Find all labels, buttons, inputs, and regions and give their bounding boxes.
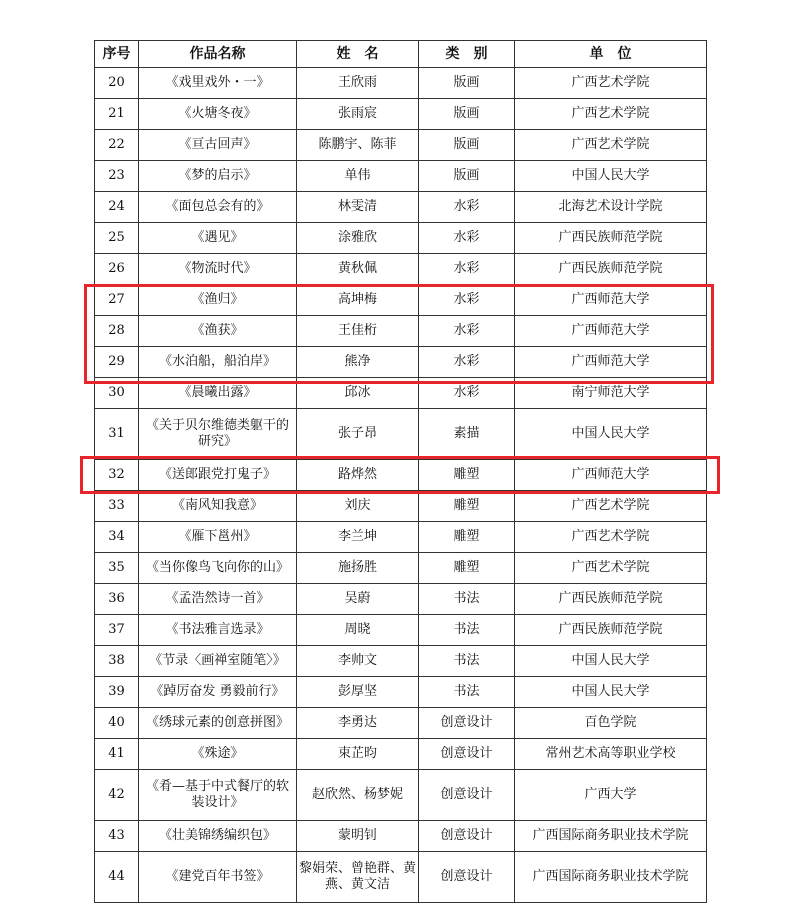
col-header-no: 序号	[95, 41, 139, 68]
cell-name: 张雨宸	[297, 99, 419, 130]
cell-title: 《面包总会有的》	[139, 192, 297, 223]
cell-category: 书法	[419, 677, 515, 708]
cell-category: 水彩	[419, 254, 515, 285]
cell-name: 彭厚坚	[297, 677, 419, 708]
cell-category: 创意设计	[419, 821, 515, 852]
cell-unit: 广西艺术学院	[515, 68, 707, 99]
cell-name: 李帅文	[297, 646, 419, 677]
cell-category: 水彩	[419, 192, 515, 223]
cell-title: 《殊途》	[139, 739, 297, 770]
table-row	[95, 852, 707, 903]
cell-no: 22	[95, 130, 139, 161]
cell-title: 《书法雅言选录》	[139, 615, 297, 646]
cell-title: 《渔归》	[139, 285, 297, 316]
table-row	[95, 770, 707, 821]
cell-name: 单伟	[297, 161, 419, 192]
col-header-unit: 单 位	[515, 41, 707, 68]
cell-title: 《渔获》	[139, 316, 297, 347]
cell-unit: 广西师范大学	[515, 316, 707, 347]
cell-category: 版画	[419, 99, 515, 130]
cell-title: 《梦的启示》	[139, 161, 297, 192]
cell-unit: 广西艺术学院	[515, 130, 707, 161]
cell-unit: 广西师范大学	[515, 347, 707, 378]
table-row	[95, 739, 707, 770]
cell-unit: 广西民族师范学院	[515, 584, 707, 615]
table-row	[95, 378, 707, 409]
cell-title: 《戏里戏外・一》	[139, 68, 297, 99]
cell-unit: 百色学院	[515, 708, 707, 739]
cell-name: 林雯清	[297, 192, 419, 223]
cell-no: 24	[95, 192, 139, 223]
cell-title: 《火塘冬夜》	[139, 99, 297, 130]
cell-category: 水彩	[419, 223, 515, 254]
cell-name: 王佳桁	[297, 316, 419, 347]
cell-category: 水彩	[419, 347, 515, 378]
table-row	[95, 316, 707, 347]
cell-unit: 广西艺术学院	[515, 522, 707, 553]
cell-category: 雕塑	[419, 553, 515, 584]
col-header-title: 作品名称	[139, 41, 297, 68]
cell-unit: 广西艺术学院	[515, 553, 707, 584]
cell-name: 黄秋佩	[297, 254, 419, 285]
cell-name: 刘庆	[297, 491, 419, 522]
cell-name: 蒙明钊	[297, 821, 419, 852]
col-header-category: 类 别	[419, 41, 515, 68]
cell-name: 李勇达	[297, 708, 419, 739]
table-header-row	[95, 41, 707, 68]
table-row	[95, 460, 707, 491]
cell-unit: 广西民族师范学院	[515, 615, 707, 646]
cell-name: 李兰坤	[297, 522, 419, 553]
table-row	[95, 192, 707, 223]
cell-name: 周晓	[297, 615, 419, 646]
cell-name: 王欣雨	[297, 68, 419, 99]
cell-no: 33	[95, 491, 139, 522]
cell-no: 21	[95, 99, 139, 130]
table-row	[95, 99, 707, 130]
cell-category: 水彩	[419, 285, 515, 316]
cell-category: 雕塑	[419, 522, 515, 553]
cell-no: 41	[95, 739, 139, 770]
cell-title: 《孟浩然诗一首》	[139, 584, 297, 615]
table-row	[95, 708, 707, 739]
cell-category: 创意设计	[419, 739, 515, 770]
table-row	[95, 615, 707, 646]
cell-title: 《肴—基于中式餐厅的软装设计》	[139, 770, 297, 821]
cell-title: 《送郎跟党打鬼子》	[139, 460, 297, 491]
cell-no: 44	[95, 852, 139, 903]
cell-no: 30	[95, 378, 139, 409]
cell-name: 邱冰	[297, 378, 419, 409]
cell-unit: 中国人民大学	[515, 409, 707, 460]
cell-name: 陈鹏宇、陈菲	[297, 130, 419, 161]
cell-unit: 广西师范大学	[515, 285, 707, 316]
cell-category: 版画	[419, 68, 515, 99]
cell-unit: 南宁师范大学	[515, 378, 707, 409]
cell-category: 素描	[419, 409, 515, 460]
cell-unit: 广西国际商务职业技术学院	[515, 821, 707, 852]
cell-category: 版画	[419, 130, 515, 161]
cell-no: 27	[95, 285, 139, 316]
cell-name: 熊净	[297, 347, 419, 378]
cell-unit: 广西大学	[515, 770, 707, 821]
cell-no: 29	[95, 347, 139, 378]
table-row	[95, 68, 707, 99]
cell-title: 《雁下邕州》	[139, 522, 297, 553]
awards-table	[94, 40, 707, 903]
cell-no: 20	[95, 68, 139, 99]
cell-no: 39	[95, 677, 139, 708]
cell-title: 《踔厉奋发 勇毅前行》	[139, 677, 297, 708]
cell-name: 路烨然	[297, 460, 419, 491]
table-row	[95, 821, 707, 852]
cell-name: 吴蔚	[297, 584, 419, 615]
cell-title: 《物流时代》	[139, 254, 297, 285]
cell-category: 雕塑	[419, 460, 515, 491]
cell-title: 《水泊船，船泊岸》	[139, 347, 297, 378]
cell-name: 高坤梅	[297, 285, 419, 316]
cell-unit: 北海艺术设计学院	[515, 192, 707, 223]
cell-name: 张子昂	[297, 409, 419, 460]
cell-unit: 广西国际商务职业技术学院	[515, 852, 707, 903]
table-row	[95, 285, 707, 316]
cell-title: 《关于贝尔维德类躯干的研究》	[139, 409, 297, 460]
cell-no: 34	[95, 522, 139, 553]
table-row	[95, 677, 707, 708]
table-row	[95, 223, 707, 254]
table-row	[95, 584, 707, 615]
cell-title: 《节录〈画禅室随笔〉》	[139, 646, 297, 677]
cell-title: 《晨曦出露》	[139, 378, 297, 409]
cell-unit: 广西民族师范学院	[515, 254, 707, 285]
table-row	[95, 522, 707, 553]
cell-title: 《亘古回声》	[139, 130, 297, 161]
cell-category: 创意设计	[419, 770, 515, 821]
cell-no: 28	[95, 316, 139, 347]
table-row	[95, 161, 707, 192]
cell-title: 《当你像鸟飞向你的山》	[139, 553, 297, 584]
table-row	[95, 553, 707, 584]
cell-no: 38	[95, 646, 139, 677]
cell-unit: 中国人民大学	[515, 646, 707, 677]
cell-name: 施扬胜	[297, 553, 419, 584]
cell-unit: 常州艺术高等职业学校	[515, 739, 707, 770]
table-row	[95, 409, 707, 460]
cell-no: 37	[95, 615, 139, 646]
cell-no: 43	[95, 821, 139, 852]
table-row	[95, 491, 707, 522]
cell-no: 26	[95, 254, 139, 285]
cell-category: 书法	[419, 646, 515, 677]
cell-category: 水彩	[419, 316, 515, 347]
cell-no: 23	[95, 161, 139, 192]
cell-no: 25	[95, 223, 139, 254]
cell-category: 雕塑	[419, 491, 515, 522]
cell-unit: 中国人民大学	[515, 677, 707, 708]
cell-category: 创意设计	[419, 708, 515, 739]
cell-unit: 广西艺术学院	[515, 99, 707, 130]
cell-no: 32	[95, 460, 139, 491]
cell-unit: 中国人民大学	[515, 161, 707, 192]
table-row	[95, 254, 707, 285]
cell-unit: 广西艺术学院	[515, 491, 707, 522]
cell-category: 版画	[419, 161, 515, 192]
cell-category: 书法	[419, 615, 515, 646]
cell-no: 36	[95, 584, 139, 615]
cell-no: 35	[95, 553, 139, 584]
cell-category: 书法	[419, 584, 515, 615]
cell-no: 40	[95, 708, 139, 739]
cell-category: 水彩	[419, 378, 515, 409]
table-row	[95, 347, 707, 378]
cell-name: 束芷昀	[297, 739, 419, 770]
cell-name: 涂雅欣	[297, 223, 419, 254]
table-row	[95, 646, 707, 677]
cell-unit: 广西民族师范学院	[515, 223, 707, 254]
cell-title: 《南风知我意》	[139, 491, 297, 522]
cell-title: 《遇见》	[139, 223, 297, 254]
cell-no: 42	[95, 770, 139, 821]
col-header-name: 姓 名	[297, 41, 419, 68]
cell-name: 赵欣然、杨梦妮	[297, 770, 419, 821]
cell-title: 《建党百年书签》	[139, 852, 297, 903]
cell-title: 《绣球元素的创意拼图》	[139, 708, 297, 739]
cell-unit: 广西师范大学	[515, 460, 707, 491]
cell-no: 31	[95, 409, 139, 460]
cell-category: 创意设计	[419, 852, 515, 903]
cell-title: 《壮美锦绣编织包》	[139, 821, 297, 852]
cell-name: 黎娟荣、曾艳群、黄燕、黄文洁	[297, 852, 419, 903]
table-row	[95, 130, 707, 161]
